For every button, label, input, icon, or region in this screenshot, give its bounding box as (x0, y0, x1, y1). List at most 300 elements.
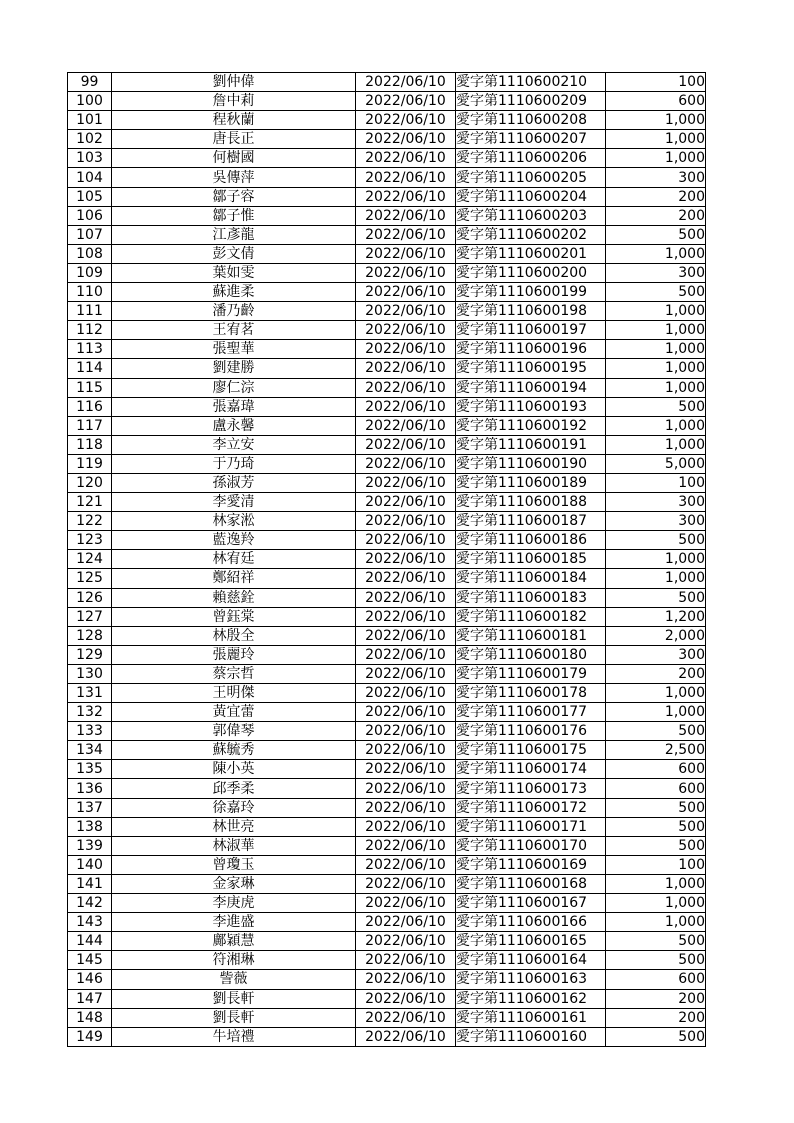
receipt-number: 愛字第1110600174 (456, 760, 606, 779)
donation-amount: 1,000 (606, 874, 706, 893)
row-number: 113 (68, 340, 112, 359)
table-row (68, 302, 706, 321)
table-row (68, 760, 706, 779)
donor-name: 盧永馨 (112, 416, 356, 435)
donation-amount: 500 (606, 932, 706, 951)
table-row (68, 321, 706, 340)
donation-date: 2022/06/10 (356, 397, 456, 416)
receipt-number: 愛字第1110600162 (456, 989, 606, 1008)
row-number: 112 (68, 321, 112, 340)
donation-amount: 100 (606, 473, 706, 492)
donor-name: 林宥廷 (112, 550, 356, 569)
donation-amount: 1,000 (606, 435, 706, 454)
row-number: 129 (68, 645, 112, 664)
donation-date: 2022/06/10 (356, 874, 456, 893)
receipt-number: 愛字第1110600167 (456, 894, 606, 913)
donation-amount: 500 (606, 1027, 706, 1046)
table-row (68, 798, 706, 817)
donation-date: 2022/06/10 (356, 913, 456, 932)
receipt-number: 愛字第1110600177 (456, 703, 606, 722)
table-row (68, 894, 706, 913)
donor-name: 劉長軒 (112, 989, 356, 1008)
donation-amount: 2,000 (606, 626, 706, 645)
receipt-number: 愛字第1110600179 (456, 664, 606, 683)
donation-date: 2022/06/10 (356, 263, 456, 282)
donation-amount: 600 (606, 760, 706, 779)
donation-date: 2022/06/10 (356, 340, 456, 359)
table-row (68, 626, 706, 645)
donor-name: 李愛清 (112, 493, 356, 512)
row-number: 121 (68, 493, 112, 512)
donation-date: 2022/06/10 (356, 894, 456, 913)
row-number: 149 (68, 1027, 112, 1046)
row-number: 108 (68, 244, 112, 263)
table-row (68, 263, 706, 282)
receipt-number: 愛字第1110600195 (456, 359, 606, 378)
receipt-number: 愛字第1110600168 (456, 874, 606, 893)
row-number: 128 (68, 626, 112, 645)
receipt-number: 愛字第1110600175 (456, 741, 606, 760)
row-number: 114 (68, 359, 112, 378)
receipt-number: 愛字第1110600190 (456, 454, 606, 473)
donation-amount: 200 (606, 989, 706, 1008)
receipt-number: 愛字第1110600176 (456, 722, 606, 741)
table-row (68, 225, 706, 244)
receipt-number: 愛字第1110600199 (456, 283, 606, 302)
receipt-number: 愛字第1110600180 (456, 645, 606, 664)
table-row (68, 913, 706, 932)
table-row (68, 149, 706, 168)
donation-amount: 1,000 (606, 894, 706, 913)
donation-date: 2022/06/10 (356, 225, 456, 244)
receipt-number: 愛字第1110600170 (456, 836, 606, 855)
donation-date: 2022/06/10 (356, 416, 456, 435)
row-number: 124 (68, 550, 112, 569)
row-number: 148 (68, 1008, 112, 1027)
donor-name: 徐嘉玲 (112, 798, 356, 817)
row-number: 99 (68, 73, 112, 92)
table-row (68, 836, 706, 855)
donor-name: 鄒子容 (112, 187, 356, 206)
donor-name: 張聖華 (112, 340, 356, 359)
table-row (68, 951, 706, 970)
table-row (68, 473, 706, 492)
donation-date: 2022/06/10 (356, 512, 456, 531)
table-row (68, 244, 706, 263)
row-number: 127 (68, 607, 112, 626)
row-number: 136 (68, 779, 112, 798)
table-row (68, 359, 706, 378)
receipt-number: 愛字第1110600165 (456, 932, 606, 951)
donation-date: 2022/06/10 (356, 607, 456, 626)
receipt-number: 愛字第1110600209 (456, 92, 606, 111)
table-row (68, 1027, 706, 1046)
row-number: 107 (68, 225, 112, 244)
donor-name: 劉仲偉 (112, 73, 356, 92)
donation-date: 2022/06/10 (356, 302, 456, 321)
donation-amount: 500 (606, 817, 706, 836)
donor-name: 曾鈺棠 (112, 607, 356, 626)
donation-date: 2022/06/10 (356, 798, 456, 817)
donation-amount: 1,000 (606, 340, 706, 359)
donor-name: 蘇毓秀 (112, 741, 356, 760)
donation-date: 2022/06/10 (356, 130, 456, 149)
row-number: 133 (68, 722, 112, 741)
table-row (68, 111, 706, 130)
receipt-number: 愛字第1110600186 (456, 531, 606, 550)
donation-date: 2022/06/10 (356, 1008, 456, 1027)
donation-amount: 200 (606, 206, 706, 225)
row-number: 134 (68, 741, 112, 760)
donor-name: 林世亮 (112, 817, 356, 836)
row-number: 142 (68, 894, 112, 913)
receipt-number: 愛字第1110600163 (456, 970, 606, 989)
receipt-number: 愛字第1110600196 (456, 340, 606, 359)
row-number: 117 (68, 416, 112, 435)
donor-name: 李庚虎 (112, 894, 356, 913)
donation-date: 2022/06/10 (356, 760, 456, 779)
receipt-number: 愛字第1110600166 (456, 913, 606, 932)
donation-amount: 200 (606, 187, 706, 206)
donation-amount: 100 (606, 855, 706, 874)
donation-date: 2022/06/10 (356, 836, 456, 855)
row-number: 138 (68, 817, 112, 836)
table-row (68, 130, 706, 149)
donor-name: 何樹國 (112, 149, 356, 168)
table-row (68, 588, 706, 607)
donor-name: 李進盛 (112, 913, 356, 932)
row-number: 132 (68, 703, 112, 722)
donation-date: 2022/06/10 (356, 645, 456, 664)
row-number: 135 (68, 760, 112, 779)
donation-amount: 300 (606, 493, 706, 512)
donor-name: 王宥茗 (112, 321, 356, 340)
donor-name: 賴慈銓 (112, 588, 356, 607)
donation-date: 2022/06/10 (356, 722, 456, 741)
donor-name: 曾瓊玉 (112, 855, 356, 874)
donor-name: 林殷全 (112, 626, 356, 645)
table-row (68, 187, 706, 206)
receipt-number: 愛字第1110600198 (456, 302, 606, 321)
table-row (68, 874, 706, 893)
donation-date: 2022/06/10 (356, 703, 456, 722)
receipt-number: 愛字第1110600205 (456, 168, 606, 187)
donation-amount: 1,000 (606, 378, 706, 397)
donor-name: 劉長軒 (112, 1008, 356, 1027)
donor-name: 張麗玲 (112, 645, 356, 664)
table-row (68, 684, 706, 703)
donation-amount: 200 (606, 664, 706, 683)
donation-amount: 1,000 (606, 913, 706, 932)
donor-name: 蔡宗哲 (112, 664, 356, 683)
donation-amount: 500 (606, 836, 706, 855)
row-number: 137 (68, 798, 112, 817)
donation-amount: 200 (606, 1008, 706, 1027)
row-number: 140 (68, 855, 112, 874)
donation-amount: 1,000 (606, 149, 706, 168)
receipt-number: 愛字第1110600164 (456, 951, 606, 970)
donation-date: 2022/06/10 (356, 932, 456, 951)
receipt-number: 愛字第1110600172 (456, 798, 606, 817)
receipt-number: 愛字第1110600202 (456, 225, 606, 244)
donation-amount: 1,000 (606, 550, 706, 569)
donation-date: 2022/06/10 (356, 970, 456, 989)
donation-amount: 500 (606, 283, 706, 302)
donation-amount: 600 (606, 779, 706, 798)
row-number: 109 (68, 263, 112, 282)
receipt-number: 愛字第1110600193 (456, 397, 606, 416)
row-number: 126 (68, 588, 112, 607)
table-row (68, 340, 706, 359)
row-number: 144 (68, 932, 112, 951)
table-row (68, 607, 706, 626)
donor-name: 牛培禮 (112, 1027, 356, 1046)
donor-name: 藍逸羚 (112, 531, 356, 550)
donor-name: 訾薇 (112, 970, 356, 989)
table-row (68, 283, 706, 302)
donor-name: 李立安 (112, 435, 356, 454)
row-number: 145 (68, 951, 112, 970)
receipt-number: 愛字第1110600169 (456, 855, 606, 874)
table-row (68, 493, 706, 512)
donor-name: 于乃琦 (112, 454, 356, 473)
receipt-number: 愛字第1110600192 (456, 416, 606, 435)
row-number: 102 (68, 130, 112, 149)
donor-name: 葉如雯 (112, 263, 356, 282)
row-number: 116 (68, 397, 112, 416)
table-row (68, 989, 706, 1008)
table-row (68, 378, 706, 397)
donation-date: 2022/06/10 (356, 111, 456, 130)
donation-date: 2022/06/10 (356, 454, 456, 473)
donation-date: 2022/06/10 (356, 779, 456, 798)
row-number: 123 (68, 531, 112, 550)
donation-date: 2022/06/10 (356, 664, 456, 683)
donation-table (67, 72, 706, 1047)
donation-amount: 300 (606, 645, 706, 664)
donation-amount: 2,500 (606, 741, 706, 760)
table-row (68, 722, 706, 741)
table-row (68, 569, 706, 588)
donation-date: 2022/06/10 (356, 435, 456, 454)
donation-amount: 600 (606, 92, 706, 111)
row-number: 115 (68, 378, 112, 397)
table-row (68, 741, 706, 760)
receipt-number: 愛字第1110600173 (456, 779, 606, 798)
donation-date: 2022/06/10 (356, 626, 456, 645)
row-number: 104 (68, 168, 112, 187)
receipt-number: 愛字第1110600178 (456, 684, 606, 703)
donation-amount: 1,000 (606, 359, 706, 378)
donor-name: 王明傑 (112, 684, 356, 703)
donation-date: 2022/06/10 (356, 531, 456, 550)
table-row (68, 92, 706, 111)
donor-name: 潘乃齡 (112, 302, 356, 321)
donation-amount: 500 (606, 722, 706, 741)
table-row (68, 454, 706, 473)
donor-name: 江彥龍 (112, 225, 356, 244)
donation-date: 2022/06/10 (356, 1027, 456, 1046)
table-row (68, 703, 706, 722)
row-number: 120 (68, 473, 112, 492)
table-row (68, 73, 706, 92)
donation-date: 2022/06/10 (356, 378, 456, 397)
donor-name: 孫淑芳 (112, 473, 356, 492)
donation-amount: 600 (606, 970, 706, 989)
donation-date: 2022/06/10 (356, 684, 456, 703)
donor-name: 鄺穎慧 (112, 932, 356, 951)
receipt-number: 愛字第1110600171 (456, 817, 606, 836)
donation-amount: 500 (606, 588, 706, 607)
receipt-number: 愛字第1110600206 (456, 149, 606, 168)
donation-date: 2022/06/10 (356, 149, 456, 168)
donation-date: 2022/06/10 (356, 283, 456, 302)
row-number: 139 (68, 836, 112, 855)
donation-amount: 1,000 (606, 302, 706, 321)
table-row (68, 645, 706, 664)
row-number: 122 (68, 512, 112, 531)
donation-date: 2022/06/10 (356, 168, 456, 187)
table-body (68, 73, 706, 1047)
donation-amount: 500 (606, 531, 706, 550)
donation-date: 2022/06/10 (356, 493, 456, 512)
donor-name: 彭文倩 (112, 244, 356, 263)
donor-name: 吳傳萍 (112, 168, 356, 187)
table-row (68, 1008, 706, 1027)
donation-date: 2022/06/10 (356, 187, 456, 206)
receipt-number: 愛字第1110600182 (456, 607, 606, 626)
donor-name: 唐長正 (112, 130, 356, 149)
table-row (68, 512, 706, 531)
receipt-number: 愛字第1110600210 (456, 73, 606, 92)
receipt-number: 愛字第1110600194 (456, 378, 606, 397)
table-row (68, 779, 706, 798)
donation-amount: 1,000 (606, 569, 706, 588)
donation-amount: 1,000 (606, 684, 706, 703)
donation-date: 2022/06/10 (356, 473, 456, 492)
table-row (68, 550, 706, 569)
donation-date: 2022/06/10 (356, 92, 456, 111)
row-number: 125 (68, 569, 112, 588)
row-number: 105 (68, 187, 112, 206)
receipt-number: 愛字第1110600161 (456, 1008, 606, 1027)
receipt-number: 愛字第1110600160 (456, 1027, 606, 1046)
row-number: 119 (68, 454, 112, 473)
table-row (68, 855, 706, 874)
table-row (68, 397, 706, 416)
row-number: 101 (68, 111, 112, 130)
donation-amount: 1,000 (606, 244, 706, 263)
receipt-number: 愛字第1110600191 (456, 435, 606, 454)
receipt-number: 愛字第1110600189 (456, 473, 606, 492)
donor-name: 郭偉琴 (112, 722, 356, 741)
donation-amount: 300 (606, 512, 706, 531)
receipt-number: 愛字第1110600187 (456, 512, 606, 531)
donation-date: 2022/06/10 (356, 206, 456, 225)
donor-name: 鄒子惟 (112, 206, 356, 225)
donation-date: 2022/06/10 (356, 359, 456, 378)
donation-amount: 100 (606, 73, 706, 92)
table-row (68, 531, 706, 550)
donation-date: 2022/06/10 (356, 73, 456, 92)
donation-amount: 500 (606, 798, 706, 817)
receipt-number: 愛字第1110600188 (456, 493, 606, 512)
donor-name: 邱季柔 (112, 779, 356, 798)
receipt-number: 愛字第1110600184 (456, 569, 606, 588)
donation-date: 2022/06/10 (356, 588, 456, 607)
donor-name: 林淑華 (112, 836, 356, 855)
table-row (68, 206, 706, 225)
donor-name: 符湘琳 (112, 951, 356, 970)
row-number: 147 (68, 989, 112, 1008)
table-row (68, 817, 706, 836)
row-number: 100 (68, 92, 112, 111)
donation-amount: 500 (606, 951, 706, 970)
donor-name: 詹中莉 (112, 92, 356, 111)
receipt-number: 愛字第1110600208 (456, 111, 606, 130)
table-row (68, 435, 706, 454)
receipt-number: 愛字第1110600197 (456, 321, 606, 340)
row-number: 103 (68, 149, 112, 168)
donor-name: 廖仁淙 (112, 378, 356, 397)
donation-amount: 1,000 (606, 321, 706, 340)
donation-amount: 300 (606, 168, 706, 187)
receipt-number: 愛字第1110600203 (456, 206, 606, 225)
receipt-number: 愛字第1110600204 (456, 187, 606, 206)
donor-name: 黃宜蕾 (112, 703, 356, 722)
donor-name: 金家琳 (112, 874, 356, 893)
donor-name: 林家淞 (112, 512, 356, 531)
row-number: 110 (68, 283, 112, 302)
table-row (68, 168, 706, 187)
donation-amount: 1,200 (606, 607, 706, 626)
donation-date: 2022/06/10 (356, 817, 456, 836)
donation-date: 2022/06/10 (356, 989, 456, 1008)
donation-amount: 5,000 (606, 454, 706, 473)
donation-date: 2022/06/10 (356, 321, 456, 340)
donor-name: 陳小英 (112, 760, 356, 779)
donor-name: 張嘉瑋 (112, 397, 356, 416)
table-row (68, 416, 706, 435)
donation-amount: 300 (606, 263, 706, 282)
row-number: 141 (68, 874, 112, 893)
donation-amount: 1,000 (606, 130, 706, 149)
table-row (68, 932, 706, 951)
receipt-number: 愛字第1110600183 (456, 588, 606, 607)
donation-amount: 500 (606, 397, 706, 416)
donor-name: 蘇進柔 (112, 283, 356, 302)
receipt-number: 愛字第1110600207 (456, 130, 606, 149)
donation-amount: 1,000 (606, 111, 706, 130)
receipt-number: 愛字第1110600185 (456, 550, 606, 569)
row-number: 146 (68, 970, 112, 989)
table-row (68, 664, 706, 683)
donor-name: 劉建勝 (112, 359, 356, 378)
donation-date: 2022/06/10 (356, 550, 456, 569)
row-number: 131 (68, 684, 112, 703)
receipt-number: 愛字第1110600201 (456, 244, 606, 263)
row-number: 111 (68, 302, 112, 321)
donor-name: 程秋蘭 (112, 111, 356, 130)
row-number: 106 (68, 206, 112, 225)
receipt-number: 愛字第1110600200 (456, 263, 606, 282)
row-number: 143 (68, 913, 112, 932)
row-number: 130 (68, 664, 112, 683)
receipt-number: 愛字第1110600181 (456, 626, 606, 645)
row-number: 118 (68, 435, 112, 454)
donation-date: 2022/06/10 (356, 855, 456, 874)
donation-amount: 500 (606, 225, 706, 244)
